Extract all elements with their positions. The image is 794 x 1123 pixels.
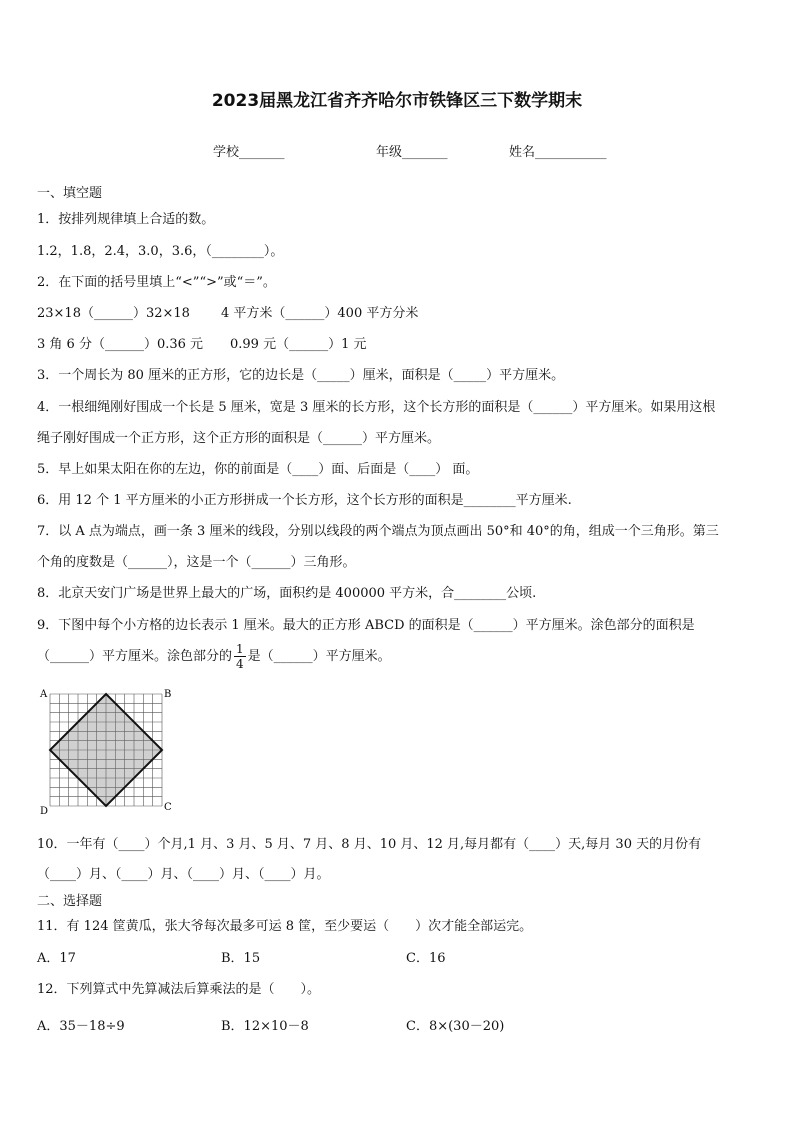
question-1-stem: 1．按排列规律填上合适的数。: [37, 212, 215, 227]
section-heading-choice: 二、选择题: [37, 894, 103, 909]
name-field: 姓名___________: [509, 145, 607, 160]
question-2-item-d: 0.99 元（______）1 元: [230, 337, 367, 352]
question-6: 6．用 12 个 1 平方厘米的小正方形拼成一个长方形，这个长方形的面积是________平方厘米.: [37, 493, 572, 508]
label-c: C: [164, 802, 172, 813]
question-9-text-a: （______）平方厘米。涂色部分的: [37, 649, 233, 664]
question-2-item-b: 4 平方米（______）400 平方分米: [221, 306, 419, 321]
question-7-line-2: 个角的度数是（______），这是一个（______）三角形。: [37, 555, 356, 570]
section-heading-fill-blank: 一、填空题: [37, 186, 103, 201]
school-field: 学校_______: [213, 145, 285, 160]
question-10-line-1: 10．一年有（____）个月,1 月、3 月、5 月、7 月、8 月、10 月、12 月,每月都有（____）天,每月 30 天的月份有: [37, 837, 702, 852]
question-8: 8．北京天安门广场是世界上最大的广场，面积约是 400000 平方米，合________公顷.: [37, 586, 537, 601]
page-title: 2023届黑龙江省齐齐哈尔市铁锋区三下数学期末: [211, 91, 583, 111]
question-12-option-c: C．8×(30－20): [406, 1019, 505, 1034]
fraction-denominator: 4: [236, 657, 244, 671]
fraction-numerator: 1: [236, 642, 244, 656]
grid-square-figure: [36, 686, 176, 818]
question-1-sequence: 1.2，1.8，2.4，3.0，3.6，（________）。: [37, 244, 284, 259]
label-d: D: [40, 806, 49, 817]
question-12-stem: 12．下列算式中先算减法后算乘法的是（ ）。: [37, 982, 321, 997]
question-4-line-2: 绳子刚好围成一个正方形，这个正方形的面积是（______）平方厘米。: [37, 431, 441, 446]
question-5: 5．早上如果太阳在你的左边，你的前面是（____）面、后面是（____） 面。: [37, 462, 479, 477]
question-10-line-2: （____）月、（____）月、（____）月、（____）月。: [37, 867, 330, 882]
question-7-line-1: 7．以 A 点为端点，画一条 3 厘米的线段，分别以线段的两个端点为顶点画出 50°和 40°的角，组成一个三角形。第三: [37, 524, 719, 539]
question-9-text-b: 是（______）平方厘米。: [247, 649, 391, 664]
question-2-item-c: 3 角 6 分（______）0.36 元: [37, 337, 204, 352]
question-4-line-1: 4．一根细绳刚好围成一个长是 5 厘米，宽是 3 厘米的长方形，这个长方形的面积是（______）平方厘米。如果用这根: [37, 400, 716, 415]
question-9-line-1: 9．下图中每个小方格的边长表示 1 厘米。最大的正方形 ABCD 的面积是（______）平方厘米。涂色部分的面积是: [37, 618, 695, 633]
question-2-stem: 2．在下面的括号里填上“<”“>”或“＝”。: [37, 275, 276, 290]
question-11-option-c: C．16: [406, 951, 446, 966]
question-11-stem: 11．有 124 筐黄瓜，张大爷每次最多可运 8 筐，至少要运（ ）次才能全部运完。: [37, 919, 533, 934]
question-12-option-b: B．12×10－8: [221, 1019, 309, 1034]
question-2-item-a: 23×18（______）32×18: [37, 306, 190, 321]
question-9-line-2: [37, 642, 391, 671]
question-12-option-a: A．35－18÷9: [37, 1019, 125, 1034]
question-11-option-b: B．15: [221, 951, 261, 966]
question-3: 3．一个周长为 80 厘米的正方形，它的边长是（_____）厘米，面积是（_____）平方厘米。: [37, 368, 565, 383]
question-11-option-a: A．17: [37, 951, 76, 966]
grade-field: 年级_______: [376, 145, 448, 160]
label-a: A: [40, 689, 48, 700]
one-quarter-fraction: [234, 642, 246, 671]
shaded-diamond: [50, 694, 162, 806]
label-b: B: [164, 689, 172, 700]
